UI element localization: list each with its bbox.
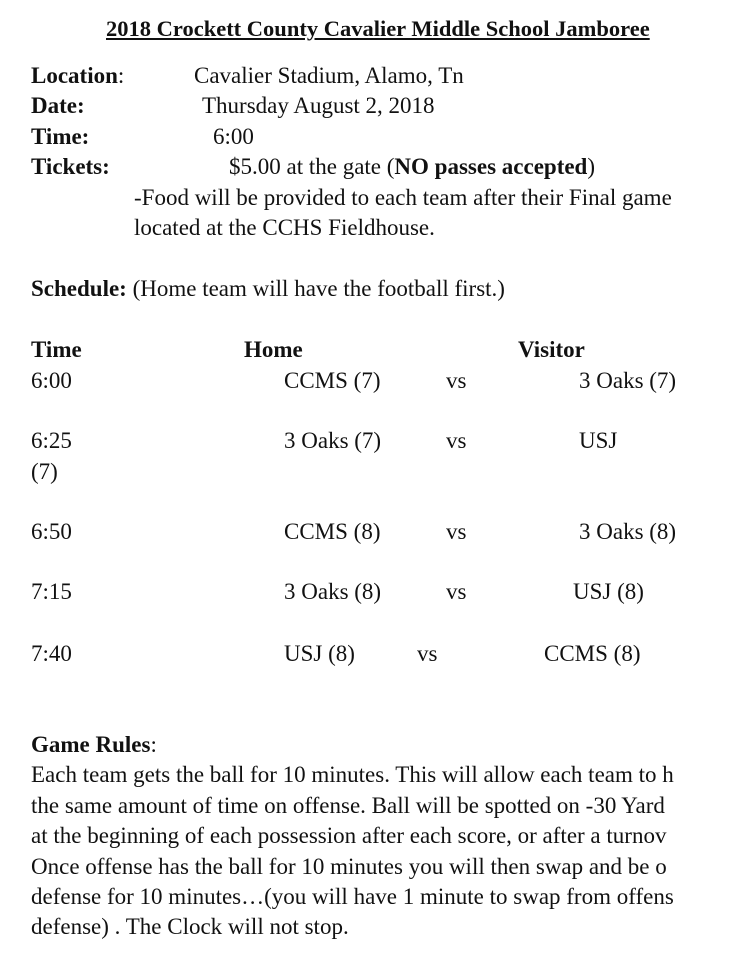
food-note-line1: -Food will be provided to each team after their Final game <box>134 185 672 210</box>
tickets-no-passes: NO passes accepted <box>394 154 588 179</box>
game-vs: vs <box>417 641 438 666</box>
game-visitor: 3 Oaks (8) <box>579 519 677 544</box>
game-rules-label: Game Rules <box>31 732 151 757</box>
location-colon: : <box>117 63 125 88</box>
tickets-value <box>229 155 595 178</box>
date-value: Thursday August 2, 2018 <box>202 93 435 118</box>
schedule-heading <box>31 277 505 300</box>
col-header-home: Home <box>244 337 303 362</box>
game-time: 6:00 <box>31 368 72 393</box>
food-note-line2: located at the CCHS Fieldhouse. <box>134 215 435 240</box>
schedule-note: (Home team will have the football first.) <box>126 276 505 301</box>
game-vs: vs <box>446 579 467 604</box>
game-visitor: CCMS (8) <box>544 641 641 666</box>
rules-line: Once offense has the ball for 10 minutes you will then swap and be o <box>31 854 667 879</box>
game-rules-heading <box>31 733 157 756</box>
tickets-close: ) <box>587 154 596 179</box>
game-visitor: 3 Oaks (7) <box>579 368 677 393</box>
game-time: 6:50 <box>31 519 72 544</box>
time-value: 6:00 <box>213 124 254 149</box>
rules-line: Each team gets the ball for 10 minutes. This will allow each team to h <box>31 762 674 787</box>
date-label: Date: <box>31 93 85 118</box>
game-vs: vs <box>446 368 467 393</box>
game-time: 7:15 <box>31 579 72 604</box>
col-header-visitor: Visitor <box>518 337 585 362</box>
rules-line: defense for 10 minutes…(you will have 1 minute to swap from offens <box>31 884 674 909</box>
rules-line: at the beginning of each possession after each score, or after a turnov <box>31 823 667 848</box>
game-rules-colon: : <box>150 732 157 757</box>
game-vs: vs <box>446 428 467 453</box>
game-home: 3 Oaks (8) <box>284 579 382 604</box>
game-visitor: USJ <box>579 428 618 453</box>
tickets-price: $5.00 at the gate ( <box>229 154 395 179</box>
rules-line: defense) . The Clock will not stop. <box>31 914 349 939</box>
game-home: 3 Oaks (7) <box>284 428 382 453</box>
game-vs: vs <box>446 519 467 544</box>
rules-line: the same amount of time on offense. Ball will be spotted on -30 Yard <box>31 793 665 818</box>
location-row <box>31 64 124 87</box>
game-time: 6:25 <box>31 428 72 453</box>
game-visitor: USJ (8) <box>573 579 644 604</box>
col-header-time: Time <box>31 337 82 362</box>
game-time: 7:40 <box>31 641 72 666</box>
time-label: Time: <box>31 124 90 149</box>
schedule-label: Schedule: <box>31 276 127 301</box>
game-home: CCMS (7) <box>284 368 381 393</box>
game-visitor-wrap: (7) <box>31 459 58 484</box>
game-home: USJ (8) <box>284 641 355 666</box>
location-value: Cavalier Stadium, Alamo, Tn <box>194 63 464 88</box>
page-title: 2018 Crockett County Cavalier Middle School Jamboree <box>106 16 650 41</box>
tickets-label: Tickets: <box>31 154 110 179</box>
game-home: CCMS (8) <box>284 519 381 544</box>
location-label: Location <box>31 63 118 88</box>
